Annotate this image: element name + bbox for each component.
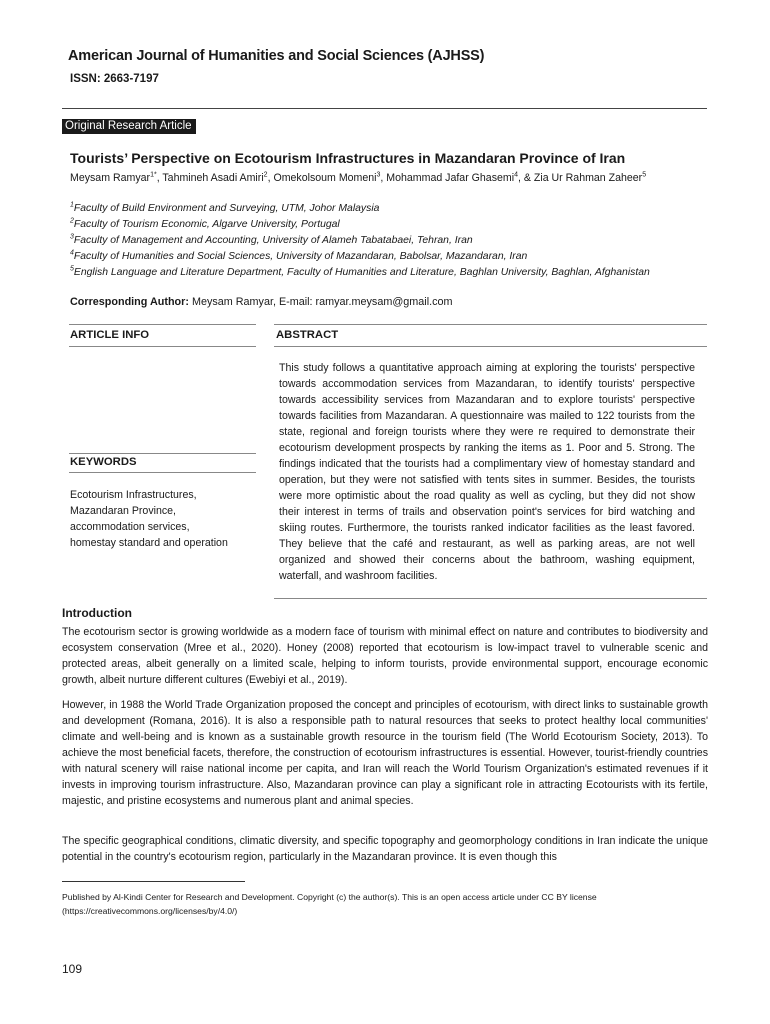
article-type-badge: Original Research Article (62, 119, 196, 134)
keyword-item: accommodation services, (70, 521, 190, 533)
article-info-heading: ARTICLE INFO (70, 329, 150, 341)
info-head-rule-right (274, 346, 707, 347)
intro-paragraph: The specific geographical conditions, climatic diversity, and specific topography and geomorphology conditions in Iran indicate the unique potential in the country's ecotourism region, particularly in the Mazandaran province. It is even though this (62, 835, 708, 863)
keywords-list (70, 487, 260, 551)
author-list: Meysam Ramyar$^{1*}$, Tahmineh Asadi Amiri$^2$, Omekolsoum Momeni$^3$, Mohammad Jafar Ghasemi$^4$, & Zia Ur Rahman Zaheer$^5$ (70, 171, 647, 184)
author-name: Meysam Ramyar (70, 172, 151, 184)
keywords-head-rule (69, 472, 256, 473)
corresponding-label: Corresponding Author: (70, 296, 189, 308)
corresponding-text: Meysam Ramyar, E-mail: ramyar.meysam@gmail.com (188, 296, 453, 308)
affiliation-text: Faculty of Build Environment and Surveying, UTM, Johor Malaysia (73, 203, 380, 214)
affiliation (70, 217, 660, 233)
author-sup: 3 (376, 171, 381, 179)
info-head-rule-left (69, 346, 256, 347)
page-number: 109 (62, 962, 83, 976)
keywords-heading: KEYWORDS (70, 456, 137, 468)
affiliation-text: English Language and Literature Department, Faculty of Humanities and Literature, Baghlan University, Baghlan, Afghanistan (73, 267, 650, 278)
author-name: Zia Ur Rahman Zaheer (533, 172, 643, 184)
affiliation (70, 201, 660, 217)
affiliation-num: 3 (70, 233, 74, 241)
affiliation-num: 1 (70, 201, 74, 209)
intro-paragraph: However, in 1988 the World Trade Organization proposed the concept and principles of ecotourism, with direct links to sustainable growth and development (Romana, 2016). It is also a responsible path to natural resources that seeks to protect healthy local communities' climate and well-being and is known as a sustainable growth resource in the tourism field (The World Ecotourism Society, 2013). To achieve the most beneficial facets, therefore, the construction of ecotourism infrastructures is essential. However, tourist-friendly countries with natural scenery will raise national income per capita, and Iran will reach the World Tourism Organization's estimated revenues if it invests in improving tourism infrastructure. Also, Mazandaran province can play a significant role in attracting Ecotourists with its fertile, majestic, and pristine ecosystems and numerous plant and animal species. (62, 699, 708, 807)
abstract-bottom-rule (274, 598, 707, 599)
author-sup: 2 (263, 171, 268, 179)
corresponding-author (70, 296, 453, 308)
affiliation (70, 233, 660, 249)
article-title: Tourists’ Perspective on Ecotourism Infrastructures in Mazandaran Province of Iran (70, 150, 626, 166)
affiliation-text: Faculty of Management and Accounting, University of Alameh Tabatabaei, Tehran, Iran (73, 235, 473, 246)
affiliation-text: Faculty of Humanities and Social Sciences, University of Mazandaran, Babolsar, Mazandaran, Iran (73, 251, 528, 262)
issn: ISSN: 2663-7197 (70, 73, 159, 85)
affiliation-text: Faculty of Tourism Economic, Algarve University, Portugal (73, 219, 340, 230)
author-name: Mohammad Jafar Ghasemi (386, 172, 515, 184)
header-divider (62, 108, 707, 109)
author-sup: 1* (150, 171, 157, 179)
info-top-rule-left (69, 324, 256, 325)
keyword-item: Mazandaran Province, (70, 505, 176, 517)
affiliation (70, 265, 660, 281)
journal-title: American Journal of Humanities and Social Sciences (AJHSS) (68, 48, 485, 64)
keyword-item: homestay standard and operation (70, 537, 228, 549)
affiliation-num: 4 (70, 249, 74, 257)
affiliation (70, 249, 660, 265)
author-sup: 4 (514, 171, 518, 179)
info-top-rule-right (274, 324, 707, 325)
author-name: Omekolsoum Momeni (273, 172, 377, 184)
author-sup: 5 (642, 171, 647, 179)
abstract-text: This study follows a quantitative approach aiming at exploring the tourists' perspective towards accommodation services from Mazandaran, to identify tourists' perspective towards accessibility services from Mazandaran and to explore tourists' perspective towards facilities from Mazandaran. A questionnaire was mailed to 122 tourists from the state, regional and foreign tourists where they were re required to demonstrate their ecotourism development prospects by ranking the items as 1. Poor and 5. Strong. The findings indicated that the tourists had a complimentary view of homestay standard and operation, but they were not satisfied with tents sites in summer. Besides, the tourists were more optimistic about the road quality as well as cycling, but they did not show their interest in terms of trails and observation point's services for bird watching and skiing routes. Furthermore, the tourists ranked indicator facilities as the least favored. They believe that the café and restaurant, as well as parking areas, are not well organized and showed their concerns about the bathroom, washing equipment, waterfall, and washroom facilities. (279, 362, 695, 582)
affiliation-num: 5 (70, 265, 74, 273)
introduction-heading: Introduction (62, 606, 132, 620)
license-footnote: Published by Al-Kindi Center for Research and Development. Copyright (c) the author(s). This is an open access article under CC BY license (https://creativecommons.org/licenses/by/4.0/) (62, 892, 597, 916)
keywords-top-rule (69, 453, 256, 454)
abstract-heading: ABSTRACT (276, 329, 339, 341)
intro-paragraph: The ecotourism sector is growing worldwide as a modern face of tourism with minimal effect on nature and contributes to biodiversity and ecosystem conservation (Mree et al., 2020). Honey (2008) reported that ecotourism is low-impact travel to vulnerable scenic and protected areas, albeit generally on a limited scale, helping to inform tourists, provide environmental support, encourage economic growth, albeit nurture different cultures (Ewebiyi et al., 2019). (62, 626, 708, 686)
author-name: Tahmineh Asadi Amiri (162, 172, 264, 184)
affiliation-num: 2 (70, 217, 74, 225)
footnote-divider (62, 881, 245, 882)
keyword-item: Ecotourism Infrastructures, (70, 489, 197, 501)
